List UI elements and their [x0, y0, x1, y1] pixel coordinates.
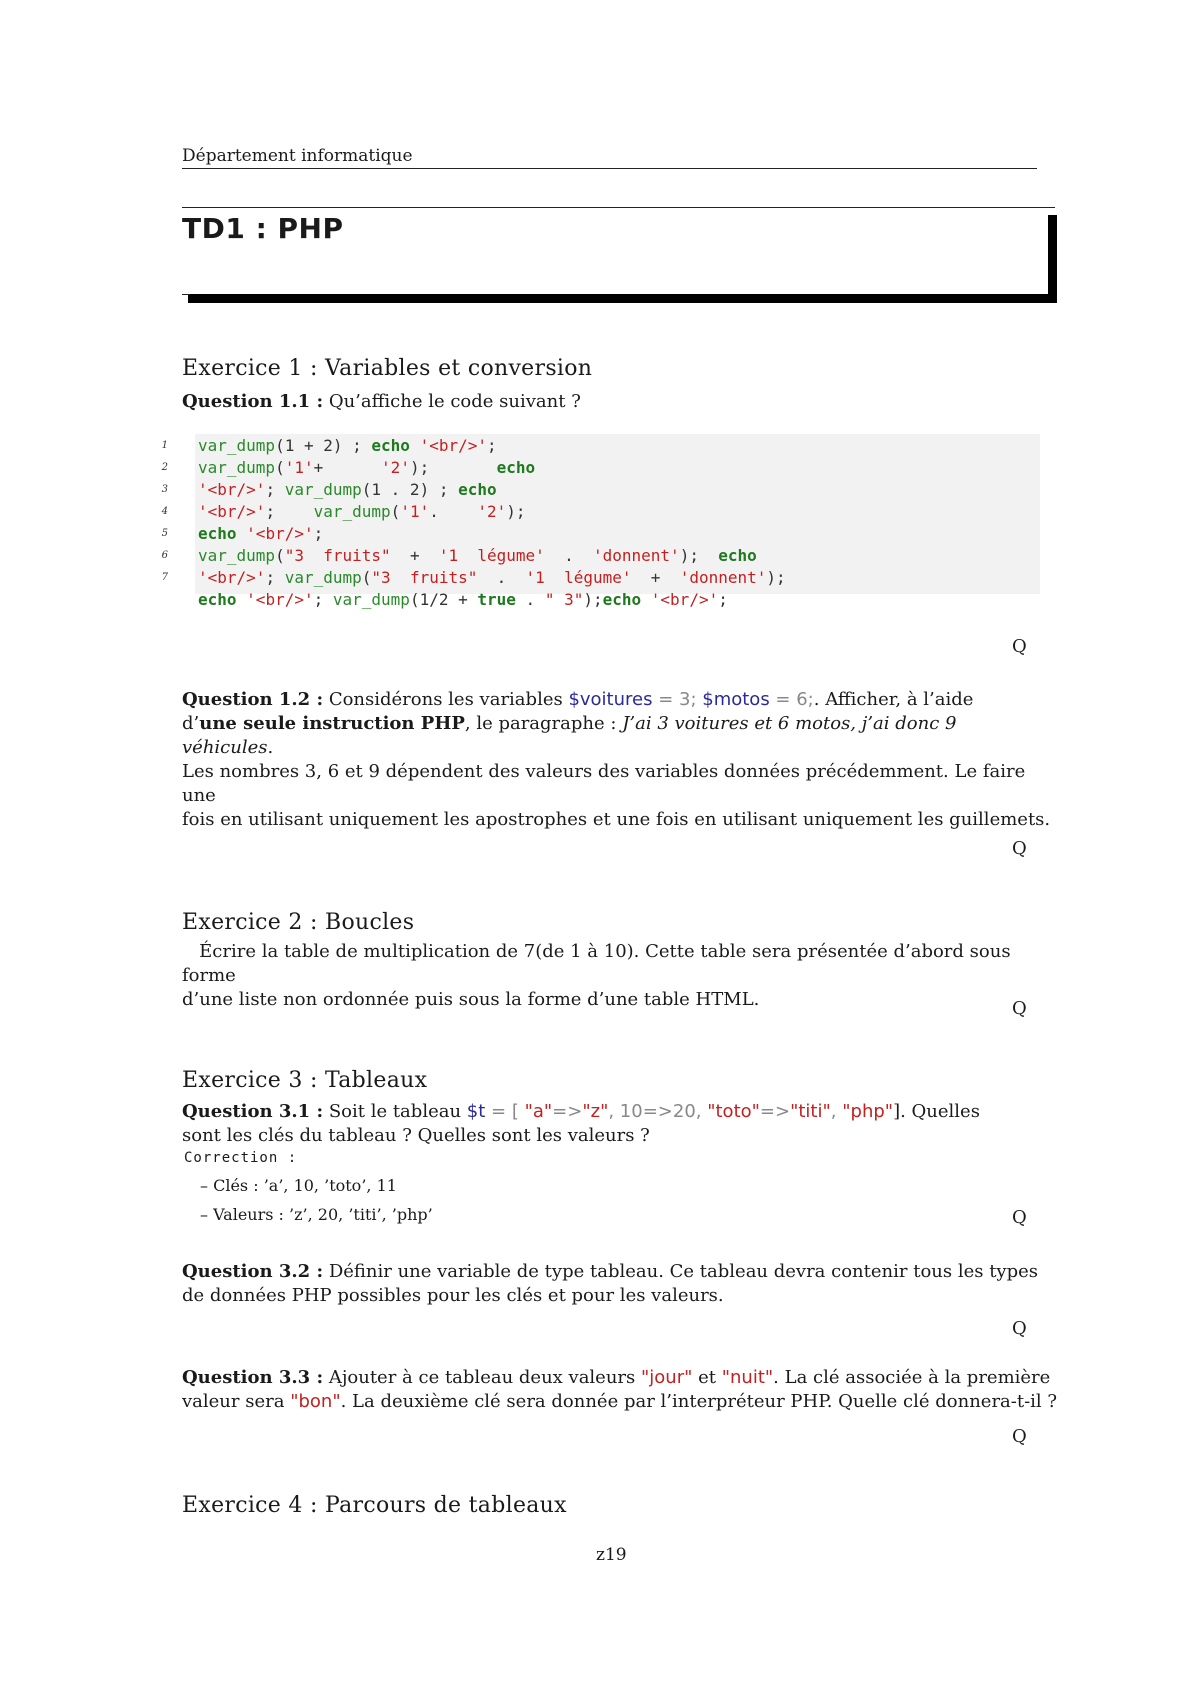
question-3-2-text: Définir une variable de type tableau. Ce tableau devra contenir tous les types: [323, 1261, 1039, 1282]
code-line-number: 3: [161, 484, 168, 495]
question-3-3-label: Question 3.3 :: [182, 1367, 324, 1388]
assign-voitures: = 3;: [652, 689, 703, 710]
code-line-number: 1: [161, 440, 168, 451]
question-3-1: [182, 1100, 1062, 1148]
exercise-4-heading: Exercice 4 : Parcours de tableaux: [182, 1493, 567, 1518]
exercise-2-heading: Exercice 2 : Boucles: [182, 910, 415, 935]
code-line: echo '<br/>'; var_dump(1/2 + true . " 3");echo '<br/>';: [198, 590, 728, 609]
answer-marker-3-1: Q: [1012, 1207, 1027, 1228]
question-3-2-line2: de données PHP possibles pour les clés et pour les valeurs.: [182, 1285, 724, 1306]
assign-motos: = 6;: [769, 689, 814, 710]
var-voitures: $voitures: [568, 689, 653, 710]
question-1-2-line4: Les nombres 3, 6 et 9 dépendent des valeurs des variables données précédemment. Le faire une: [182, 761, 1026, 806]
question-1-1-label: Question 1.1 :: [182, 391, 324, 412]
code-line: '<br/>'; var_dump("3 fruits" . '1 légume' + 'donnent');: [198, 568, 786, 587]
question-1-2-text: Considérons les variables: [323, 689, 569, 710]
question-1-2-bold: une seule instruction PHP: [199, 713, 465, 734]
code-line-number: 4: [161, 506, 168, 517]
question-3-3-line2-post: . La deuxième clé sera donnée par l’interpréteur PHP. Quelle clé donnera-t-il ?: [340, 1391, 1058, 1412]
code-line: var_dump('1'+ '2'); echo: [198, 458, 536, 477]
answer-marker-3-2: Q: [1012, 1318, 1027, 1339]
code-line-number: 7: [161, 572, 168, 583]
title-box-right-shadow: [1048, 215, 1057, 303]
question-1-2-italic-2: véhicules: [182, 737, 268, 758]
array-comma: ,: [830, 1101, 843, 1122]
question-1-2-label: Question 1.2 :: [182, 689, 324, 710]
question-1-2-line5: fois en utilisant uniquement les apostrophes et une fois en utilisant uniquement les guillemets.: [182, 809, 1051, 830]
arrow-2: =>: [759, 1101, 791, 1122]
code-line: var_dump(1 + 2) ; echo '<br/>';: [198, 436, 497, 455]
exercise-2-line1: Écrire la table de multiplication de 7(de 1 à 10). Cette table sera présentée d’abord sous forme: [182, 941, 1011, 986]
question-1-1: [182, 390, 1062, 414]
code-line: echo '<br/>';: [198, 524, 324, 543]
title-box-top-rule: [182, 207, 1055, 208]
title-box-bottom-shadow: [188, 294, 1057, 303]
correction-bullet-values: – Valeurs : ’z’, 20, ’titi’, ’php’: [200, 1205, 433, 1224]
question-1-2-text-end: . Afficher, à l’aide: [813, 689, 974, 710]
arrow-1: =>: [552, 1101, 583, 1122]
code-line: '<br/>'; var_dump(1 . 2) ; echo: [198, 480, 497, 499]
question-3-3: [182, 1366, 1062, 1414]
answer-marker-3-3: Q: [1012, 1426, 1027, 1447]
value-nuit: "nuit": [721, 1367, 774, 1388]
correction-bullet-keys: – Clés : ’a’, 10, ’toto’, 11: [200, 1176, 397, 1195]
department-header: Département informatique: [182, 146, 1037, 169]
array-mid: , 10=>20,: [608, 1101, 708, 1122]
code-line: var_dump("3 fruits" + '1 légume' . 'donnent'); echo: [198, 546, 757, 565]
exercise-2-text: [182, 940, 1062, 1012]
value-php: "php": [842, 1101, 894, 1122]
answer-marker-1-2: Q: [1012, 838, 1027, 859]
question-1-2-line2-post: , le paragraphe :: [464, 713, 623, 734]
question-3-2-label: Question 3.2 :: [182, 1261, 324, 1282]
page-number: z19: [596, 1545, 627, 1565]
question-3-3-text: Ajouter à ce tableau deux valeurs: [323, 1367, 641, 1388]
var-t: $t: [466, 1101, 486, 1122]
code-line-number: 2: [161, 462, 168, 473]
key-a: "a": [524, 1101, 553, 1122]
question-3-1-end: ]. Quelles: [893, 1101, 980, 1122]
answer-marker-2: Q: [1012, 998, 1027, 1019]
exercise-1-heading: Exercice 1 : Variables et conversion: [182, 356, 593, 381]
array-open: = [: [485, 1101, 525, 1122]
value-z: "z": [582, 1101, 609, 1122]
question-3-3-et: et: [692, 1367, 722, 1388]
exercise-2-line2: d’une liste non ordonnée puis sous la forme d’une table HTML.: [182, 989, 760, 1010]
answer-marker-1-1: Q: [1012, 636, 1027, 657]
question-3-2: [182, 1260, 1062, 1308]
exercise-3-heading: Exercice 3 : Tableaux: [182, 1068, 428, 1093]
page-title: TD1 : PHP: [182, 212, 344, 245]
code-line-number: 5: [161, 528, 168, 539]
code-line-number: 6: [161, 550, 168, 561]
key-toto: "toto": [707, 1101, 760, 1122]
question-3-1-label: Question 3.1 :: [182, 1101, 324, 1122]
code-line: '<br/>'; var_dump('1'. '2');: [198, 502, 526, 521]
question-3-3-post: . La clé associée à la première: [773, 1367, 1051, 1388]
question-3-1-text: Soit le tableau: [323, 1101, 467, 1122]
key-bon: "bon": [290, 1391, 341, 1412]
question-3-3-line2-pre: valeur sera: [182, 1391, 291, 1412]
code-block: [195, 434, 1040, 609]
value-jour: "jour": [641, 1367, 693, 1388]
question-1-2-line2-pre: d’: [182, 713, 200, 734]
value-titi: "titi": [790, 1101, 831, 1122]
question-1-2-italic: J’ai 3 voitures et 6 motos, j’ai donc 9: [622, 713, 957, 734]
question-1-2: Question 1.2 : Considérons les variables $voitures = 3; $motos = 6;. Afficher, à l’aide d’une seule instruction PHP, le paragraphe : J’ai 3 voitures et 6 motos, j’ai donc 9 véhicules. Les nombres 3, 6 et 9 dépendent des valeurs des variables données précédemment. Le faire une fois en utilisant uniquement les apostrophes et une fois en utilisant uniquement les guillemets.: [182, 689, 1051, 830]
question-3-1-line2: sont les clés du tableau ? Quelles sont les valeurs ?: [182, 1125, 650, 1146]
question-1-1-text: Qu’affiche le code suivant ?: [323, 391, 581, 412]
title-box-bottom-rule: [182, 294, 190, 295]
var-motos: $motos: [702, 689, 770, 710]
correction-label: Correction :: [184, 1150, 298, 1166]
